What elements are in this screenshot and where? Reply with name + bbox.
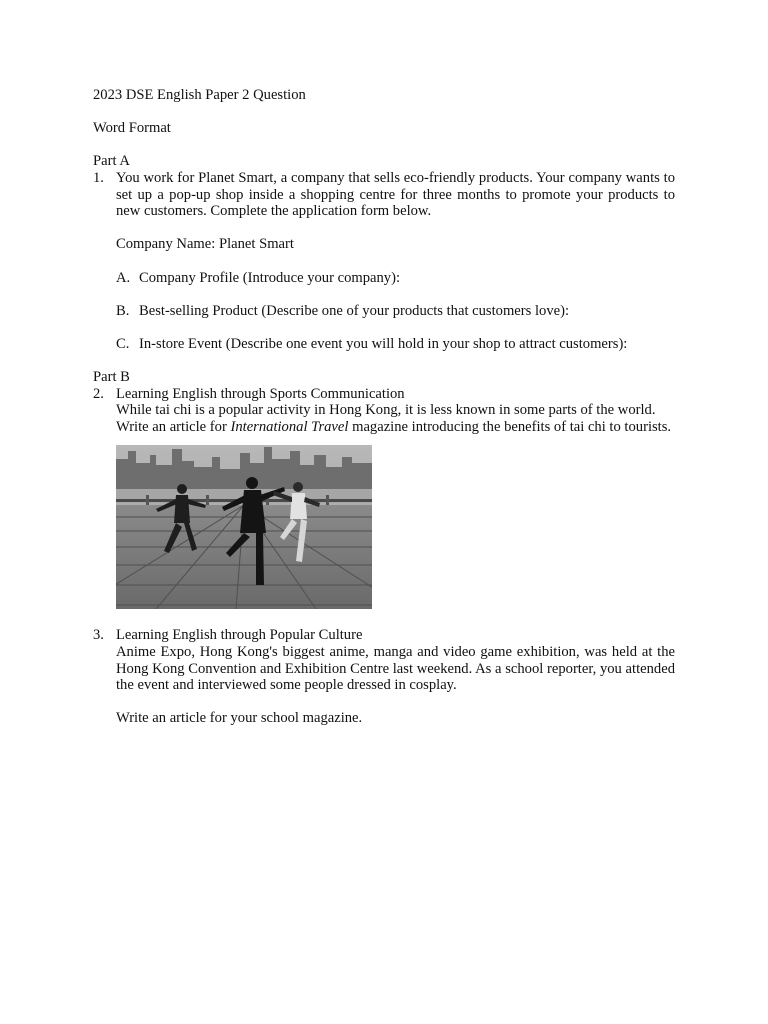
question-1-text: You work for Planet Smart, a company that sells eco-friendly products. Your company wants to set up a pop-up shop inside a shopping centre for three months to promote your products to new customers. Complete the application form below. <box>116 169 675 220</box>
part-a-heading: Part A <box>93 153 130 170</box>
question-2-text-2-post: magazine introducing the benefits of tai chi to tourists. <box>348 418 672 435</box>
form-item-b-letter: B. <box>116 302 130 319</box>
form-item-a-letter: A. <box>116 269 131 286</box>
question-1 <box>93 170 675 253</box>
part-b-heading: Part B <box>93 369 130 386</box>
question-3-text-1: Anime Expo, Hong Kong's biggest anime, manga and video game exhibition, was held at the Hong Kong Convention and Exhibition Centre last weekend. As a school reporter, you attended the event and interviewed some people dressed in cosplay. <box>116 644 675 694</box>
form-item-b-text: Best-selling Product (Describe one of your products that customers love): <box>139 302 570 319</box>
document-page <box>93 87 675 727</box>
form-item-c-text: In-store Event (Describe one event you will hold in your shop to attract customers): <box>139 335 628 352</box>
form-item-a <box>93 270 675 287</box>
form-item-c-letter: C. <box>116 335 130 352</box>
question-3-text-2: Write an article for your school magazine. <box>116 710 363 727</box>
document-title: 2023 DSE English Paper 2 Question <box>93 87 306 103</box>
question-2-text-2 <box>116 419 675 436</box>
question-2-topic: Learning English through Sports Communication <box>116 385 405 402</box>
question-3 <box>93 627 675 727</box>
question-2-text-1: While tai chi is a popular activity in Hong Kong, it is less known in some parts of the world. <box>116 402 656 419</box>
question-3-topic: Learning English through Popular Culture <box>116 627 363 644</box>
format-label: Word Format <box>93 120 171 137</box>
tai-chi-photo <box>116 445 372 609</box>
question-3-number: 3. <box>93 627 104 644</box>
company-name: Company Name: Planet Smart <box>116 236 294 253</box>
question-1-number: 1. <box>93 169 104 186</box>
question-2-text-2-pre: Write an article for <box>116 418 231 435</box>
form-item-c <box>93 336 675 353</box>
question-2 <box>93 386 675 436</box>
form-item-b <box>93 303 675 320</box>
magazine-name: International Travel <box>230 418 349 435</box>
form-item-a-text: Company Profile (Introduce your company): <box>139 269 400 286</box>
question-2-number: 2. <box>93 385 104 402</box>
